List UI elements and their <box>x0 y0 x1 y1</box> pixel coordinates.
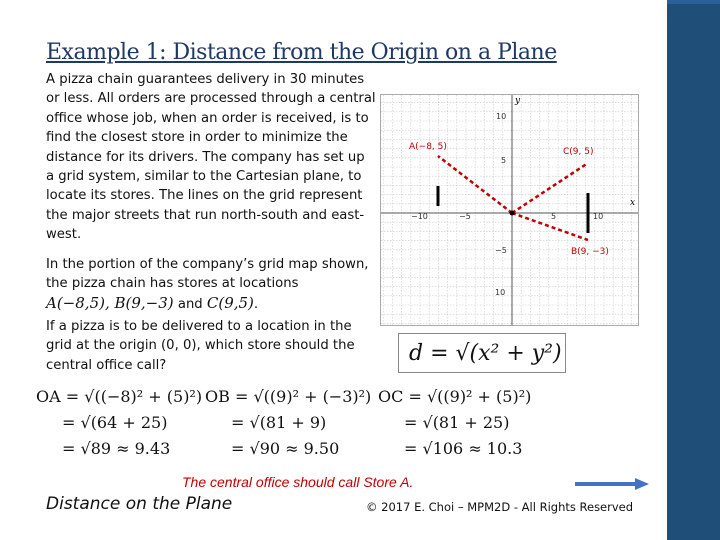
point-b-label: B(9, −3) <box>571 247 609 257</box>
tick-x-5: 5 <box>551 212 557 221</box>
next-arrow-icon[interactable] <box>575 478 649 490</box>
x-axis-label: x <box>630 198 636 208</box>
slide-title: Example 1: Distance from the Origin on a Plane <box>46 40 557 65</box>
tick-y-10: 10 <box>496 112 507 121</box>
calc-oa-line2: = √(64 + 25) <box>62 413 168 432</box>
calc-oa-lhs: OA = <box>36 387 80 406</box>
tick-x-neg10: −10 <box>411 212 428 221</box>
calc-oc-line3: = √106 ≈ 10.3 <box>404 439 523 458</box>
tick-y-neg10: 10 <box>495 288 506 297</box>
footer-copyright: © 2017 E. Choi – MPM2D - All Rights Reserved <box>366 500 634 514</box>
footer-left-text: Distance on the Plane <box>46 494 233 514</box>
distance-formula: d = √(x² + y²) <box>398 333 566 373</box>
bar-stripe <box>667 0 720 4</box>
calc-oa-rhs: √((−8)² + (5)²) <box>84 387 203 406</box>
grid-graph <box>380 94 639 326</box>
y-axis-label: y <box>515 96 521 106</box>
locations-c: C(9,5) <box>206 293 254 312</box>
tick-x-10: 10 <box>593 212 604 221</box>
calc-ob-line2: = √(81 + 9) <box>231 413 327 432</box>
locations-and: and <box>177 296 203 312</box>
calc-oc-lhs: OC = <box>378 387 422 406</box>
calc-oc <box>378 384 531 462</box>
point-a-label: A(−8, 5) <box>409 142 447 152</box>
conclusion-text: The central office should call Store A. <box>182 474 414 490</box>
locations-text: In the portion of the company’s grid map shown, the pizza chain has stores at locations <box>46 257 369 292</box>
point-c-label: C(9, 5) <box>563 147 594 157</box>
locations-ab: A(−8,5), B(9,−3) <box>46 293 174 312</box>
grid-svg <box>381 95 638 325</box>
calc-oa-line3: = √89 ≈ 9.43 <box>62 439 171 458</box>
origin-point <box>510 211 515 216</box>
tick-y-5: 5 <box>501 156 507 165</box>
calc-oa <box>36 384 202 462</box>
problem-paragraph: A pizza chain guarantees delivery in 30 minutes or less. All orders are processed through a central office whose job, when an order is received, is to find the closest store in order to minimize the distance for its drivers. The company has set up a grid system, similar to the Cartesian plane, to locate its stores. The lines on the grid represent the major streets that run north-south and east-west. <box>46 72 376 243</box>
question-paragraph: If a pizza is to be delivered to a location in the grid at the origin (0, 0), which store should the central office call? <box>46 319 355 373</box>
calc-ob-line3: = √90 ≈ 9.50 <box>231 439 340 458</box>
locations-end: . <box>253 296 259 312</box>
tick-x-neg5: −5 <box>459 212 471 221</box>
right-decorative-bar <box>667 0 720 540</box>
segment-ob <box>512 213 588 240</box>
calc-oc-line2: = √(81 + 25) <box>404 413 510 432</box>
calc-ob <box>205 384 371 462</box>
locations-paragraph <box>46 255 376 314</box>
calc-ob-lhs: OB = <box>205 387 249 406</box>
calc-ob-rhs: √((9)² + (−3)²) <box>253 387 372 406</box>
tick-y-neg5: −5 <box>495 246 507 255</box>
calc-oc-rhs: √((9)² + (5)²) <box>426 387 532 406</box>
